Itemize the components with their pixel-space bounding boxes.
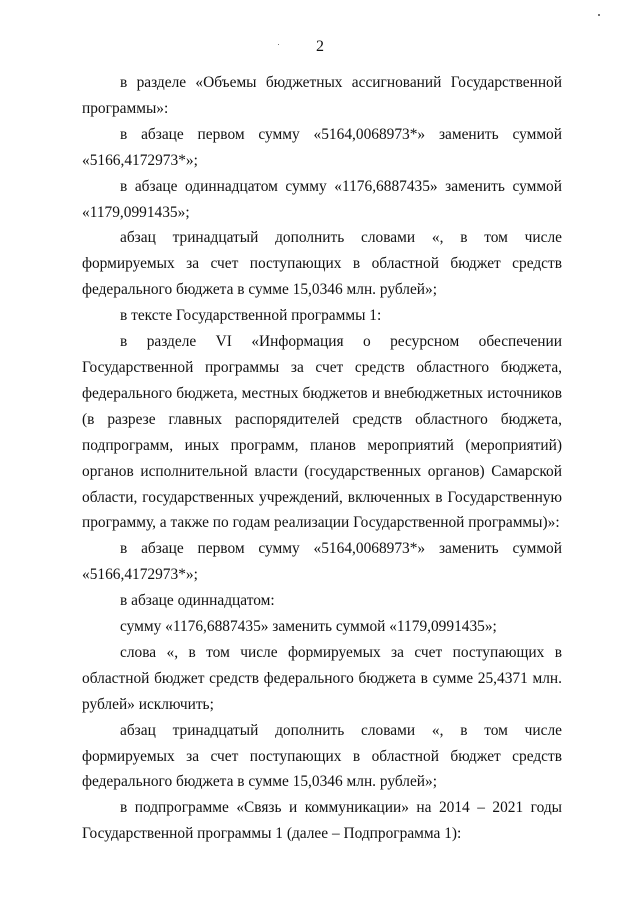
paragraph: в тексте Государственной программы 1: xyxy=(120,307,382,325)
paragraph: в абзаце одиннадцатом: xyxy=(120,592,275,610)
paragraph: в разделе VI «Информация о ресурсном обеспечении Государственной программы за счет средств областного бюджета, федерального бюджета, местных бюджетов и внебюджетных источников (в разрезе главных распорядителей средств областного бюджета, подпрограмм, иных программ, планов мероприятий (мероприятий) органов исполнительной власти (государственных органов) Самарской области, государственных учреждений, включенных в Государственную программу, а также по годам реализации Государственной программы)»: xyxy=(82,333,562,532)
paragraph: слова «, в том числе формируемых за счет поступающих в областной бюджет средств федерального бюджета в сумме 25,4371 млн. рублей» исключить; xyxy=(82,643,562,713)
paragraph: сумму «1176,6887435» заменить суммой «1179,0991435»; xyxy=(120,618,497,636)
scan-speck xyxy=(278,44,279,45)
paragraph: в абзаце первом сумму «5164,0068973*» заменить суммой «5166,4172973*»; xyxy=(82,540,562,584)
paragraph: в разделе «Объемы бюджетных ассигнований Государственной программы»: xyxy=(82,74,562,117)
paragraph: в подпрограмме «Связь и коммуникации» на 2014 – 2021 годы Государственной программы 1 (далее – Подпрограмма 1): xyxy=(82,799,562,843)
scan-speck xyxy=(598,14,600,16)
paragraph: в абзаце первом сумму «5164,0068973*» заменить суммой «5166,4172973*»; xyxy=(82,125,562,169)
page-number: 2 xyxy=(316,38,324,55)
paragraph: абзац тринадцатый дополнить словами «, в том числе формируемых за счет поступающих в областной бюджет средств федерального бюджета в сумме 15,0346 млн. рублей»; xyxy=(82,229,562,299)
document-body xyxy=(82,70,562,847)
paragraph: абзац тринадцатый дополнить словами «, в том числе формируемых за счет поступающих в областной бюджет средств федерального бюджета в сумме 15,0346 млн. рублей»; xyxy=(82,721,562,791)
paragraph: в абзаце одиннадцатом сумму «1176,6887435» заменить суммой «1179,0991435»; xyxy=(82,177,562,221)
